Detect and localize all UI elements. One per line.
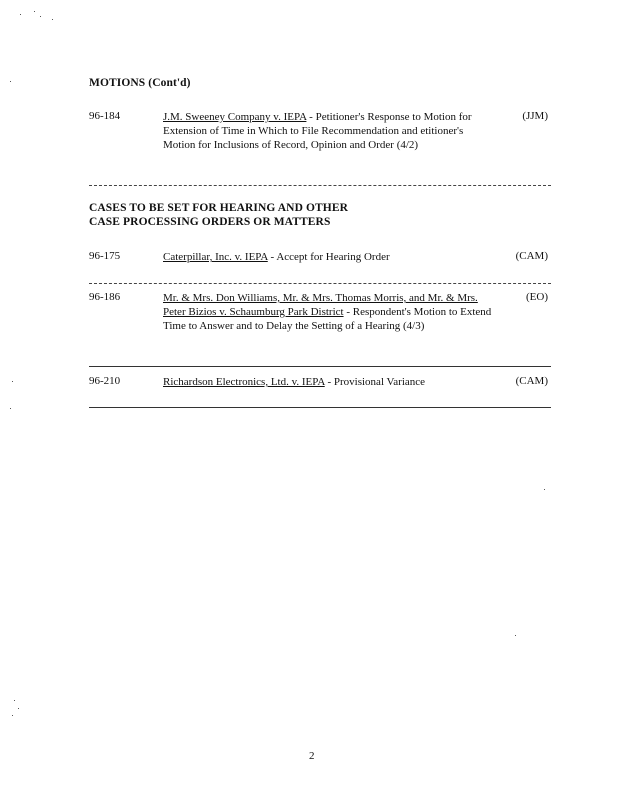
case-title: Richardson Electronics, Ltd. v. IEPA bbox=[163, 376, 325, 388]
section-heading-line: CASE PROCESSING ORDERS OR MATTERS bbox=[89, 216, 331, 228]
case-initials: (JJM) bbox=[522, 110, 548, 122]
case-title: J.M. Sweeney Company v. IEPA bbox=[163, 111, 307, 123]
scan-speck bbox=[34, 11, 35, 12]
case-description bbox=[163, 291, 493, 333]
case-detail: - Accept for Hearing Order bbox=[267, 251, 390, 263]
scan-speck bbox=[14, 700, 15, 701]
case-number: 96-186 bbox=[89, 291, 121, 303]
section-heading-hearing bbox=[89, 201, 348, 229]
scan-speck bbox=[20, 14, 21, 15]
divider bbox=[89, 185, 551, 186]
scan-speck bbox=[515, 635, 516, 636]
scan-speck bbox=[12, 715, 13, 716]
scan-speck bbox=[40, 16, 41, 17]
case-detail: - Petitioner's Response to Motion for Extension of Time in Which to File Recommendation and etitioner's Motion for Inclusions of Record, Opinion and Order (4/2) bbox=[163, 111, 472, 151]
divider bbox=[89, 283, 551, 284]
scan-speck bbox=[10, 81, 11, 82]
case-description bbox=[163, 110, 493, 152]
case-title: Mr. & Mrs. Don Williams, Mr. & Mrs. Thomas Morris, and Mr. & Mrs. Peter Bizios v. Schaumburg Park District bbox=[163, 292, 478, 318]
case-initials: (CAM) bbox=[515, 375, 548, 387]
section-heading-motions: MOTIONS (Cont'd) bbox=[89, 77, 191, 89]
case-detail: - Provisional Variance bbox=[324, 376, 426, 388]
case-title: Caterpillar, Inc. v. IEPA bbox=[163, 251, 268, 263]
case-initials: (EO) bbox=[526, 291, 548, 303]
case-initials: (CAM) bbox=[515, 250, 548, 262]
case-number: 96-184 bbox=[89, 110, 121, 122]
scan-speck bbox=[12, 381, 13, 382]
page-number: 2 bbox=[309, 750, 315, 762]
case-number: 96-210 bbox=[89, 375, 121, 387]
scan-speck bbox=[52, 19, 53, 20]
case-description bbox=[163, 375, 493, 389]
scan-speck bbox=[10, 408, 11, 409]
divider bbox=[89, 366, 551, 367]
case-description bbox=[163, 250, 493, 264]
case-number: 96-175 bbox=[89, 250, 121, 262]
scan-speck bbox=[18, 708, 19, 709]
case-detail: - Respondent's Motion to Extend Time to Answer and to Delay the Setting of a Hearing (4/3) bbox=[163, 306, 492, 332]
section-heading-line: CASES TO BE SET FOR HEARING AND OTHER bbox=[89, 202, 349, 214]
scan-speck bbox=[544, 489, 545, 490]
divider bbox=[89, 407, 551, 408]
